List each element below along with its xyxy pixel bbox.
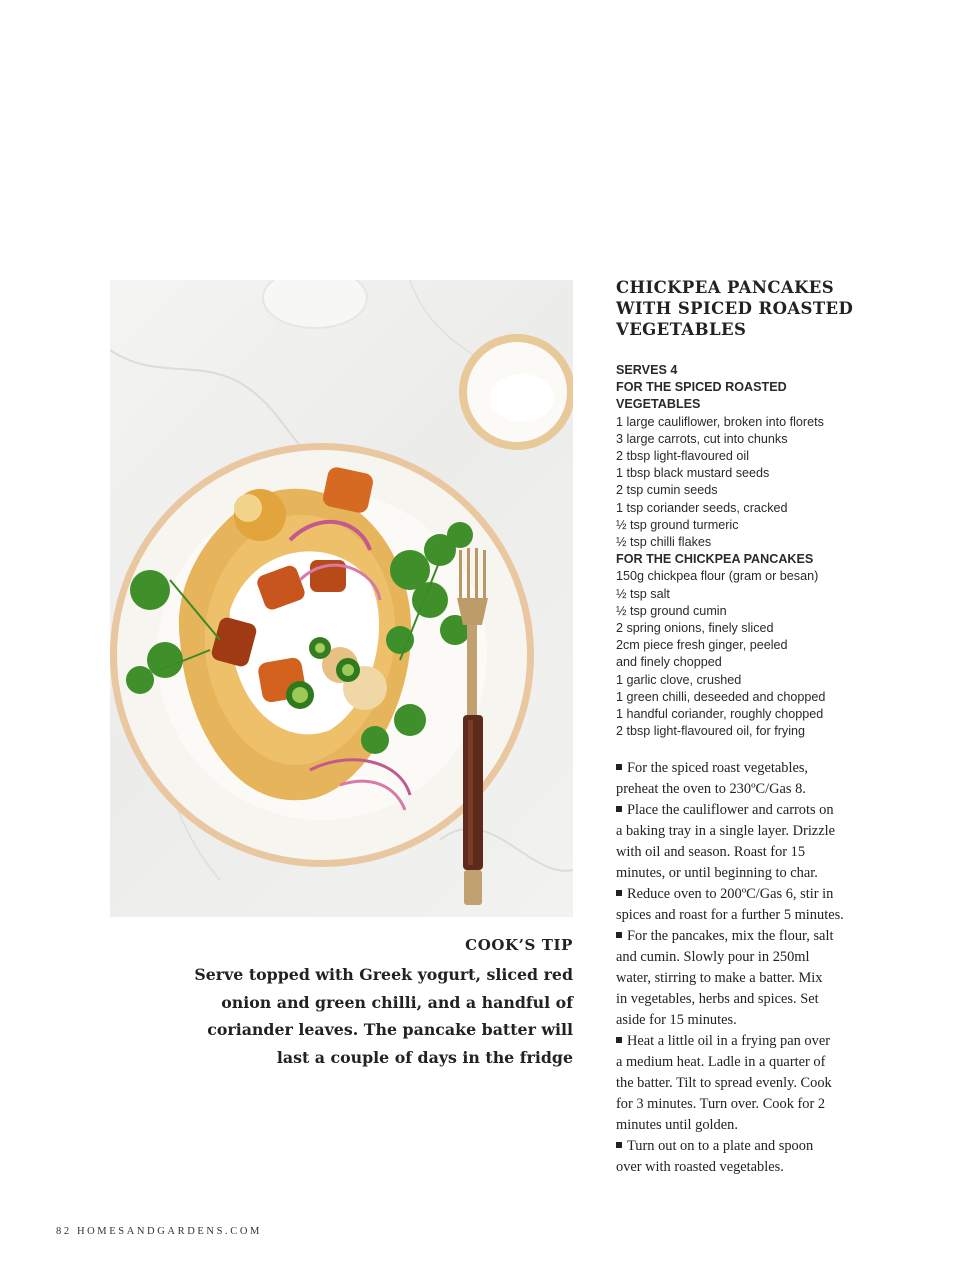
method-line-text: water, stirring to make a batter. Mix [616,970,823,986]
method-line [616,905,861,926]
method-line [616,821,861,842]
method-line-text: over with roasted vegetables. [616,1159,784,1175]
ingredient-item: ½ tsp ground turmeric [616,517,739,532]
recipe-photo [110,280,573,917]
method-line [616,863,861,884]
ingredients-section-heading: FOR THE CHICKPEA PANCAKES [616,552,814,567]
ingredient-item: 2 spring onions, finely sliced [616,621,774,636]
ingredient-item: 1 large cauliflower, broken into florets [616,414,824,429]
method-line [616,779,861,800]
method-line [616,947,861,968]
method-line-text: Place the cauliflower and carrots on [627,802,834,818]
ingredient-item: ½ tsp salt [616,586,670,601]
method-line [616,1073,861,1094]
bullet-square-icon [616,806,622,812]
method-line-text: For the spiced roast vegetables, [627,760,809,776]
method-line [616,800,861,821]
ingredient-item: 3 large carrots, cut into chunks [616,431,788,446]
method-line [616,1094,861,1115]
ingredient-item: 150g chickpea flour (gram or besan) [616,569,819,584]
method-line-text: minutes, or until beginning to char. [616,865,818,881]
method-steps [616,758,861,1178]
bullet-square-icon [616,1037,622,1043]
ingredients-section-heading: VEGETABLES [616,397,701,412]
method-line [616,758,861,779]
cooks-tip-title: COOK’S TIP [465,936,573,954]
method-line [616,1052,861,1073]
method-line [616,1115,861,1136]
method-line-text: and cumin. Slowly pour in 250ml [616,949,810,965]
method-line-text: Heat a little oil in a frying pan over [627,1033,831,1049]
ingredient-item: 2 tbsp light-flavoured oil, for frying [616,724,805,739]
page-folio [56,1226,262,1237]
bullet-square-icon [616,1142,622,1148]
recipe-title-line: VEGETABLES [616,320,747,339]
cooks-tip-line: onion and green chilli, and a handful of [221,992,573,1012]
method-line-text: with oil and season. Roast for 15 [616,844,806,860]
method-line-text: preheat the oven to 230ºC/Gas 8. [616,781,806,797]
method-line [616,884,861,905]
method-line [616,989,861,1010]
method-line-text: spices and roast for a further 5 minutes. [616,907,844,923]
bullet-square-icon [616,890,622,896]
method-line [616,926,861,947]
ingredient-item: 1 tbsp black mustard seeds [616,466,770,481]
ingredients-list [616,362,946,740]
method-line-text: in vegetables, herbs and spices. Set [616,991,819,1007]
recipe-title-line: WITH SPICED ROASTED [616,299,854,318]
ingredient-item: ½ tsp ground cumin [616,603,727,618]
cooks-tip-line: coriander leaves. The pancake batter will [207,1020,573,1039]
serves-label: SERVES 4 [616,363,678,377]
method-line-text: the batter. Tilt to spread evenly. Cook [616,1075,832,1091]
method-line-text: aside for 15 minutes. [616,1012,737,1028]
ingredient-item: 1 green chilli, deseeded and chopped [616,689,826,704]
ingredient-item: ½ tsp chilli flakes [616,535,712,550]
method-line [616,1031,861,1052]
site-name: HOMESANDGARDENS.COM [76,1226,262,1237]
method-line-text: a medium heat. Ladle in a quarter of [616,1054,826,1070]
method-line [616,842,861,863]
method-line [616,1136,861,1157]
method-line-text: a baking tray in a single layer. Drizzle [616,823,835,839]
page-number: 82 [56,1226,72,1237]
method-line [616,1010,861,1031]
method-line-text: Reduce oven to 200ºC/Gas 6, stir in [627,886,834,902]
cooks-tip-line: Serve topped with Greek yogurt, sliced red [194,965,573,984]
ingredient-item: 2 tbsp light-flavoured oil [616,449,750,464]
ingredients-section-heading: FOR THE SPICED ROASTED [616,380,787,395]
ingredient-item: 2 tsp cumin seeds [616,483,718,498]
method-line-text: for 3 minutes. Turn over. Cook for 2 [616,1096,826,1112]
cooks-tip-text [193,961,573,1071]
ingredient-item: 1 handful coriander, roughly chopped [616,707,824,722]
method-line-text: minutes until golden. [616,1117,738,1133]
ingredient-item: 2cm piece fresh ginger, peeled [616,638,788,653]
ingredient-item: 1 garlic clove, crushed [616,672,742,687]
recipe-title [616,277,946,340]
cooks-tip-line: last a couple of days in the fridge [276,1047,573,1067]
method-line [616,968,861,989]
bullet-square-icon [616,764,622,770]
method-line-text: For the pancakes, mix the flour, salt [627,928,834,944]
ingredient-item: and finely chopped [616,655,722,670]
method-line-text: Turn out on to a plate and spoon [627,1138,814,1154]
bullet-square-icon [616,932,622,938]
ingredient-item: 1 tsp coriander seeds, cracked [616,500,788,515]
method-line [616,1157,861,1178]
recipe-title-line: CHICKPEA PANCAKES [616,278,835,297]
